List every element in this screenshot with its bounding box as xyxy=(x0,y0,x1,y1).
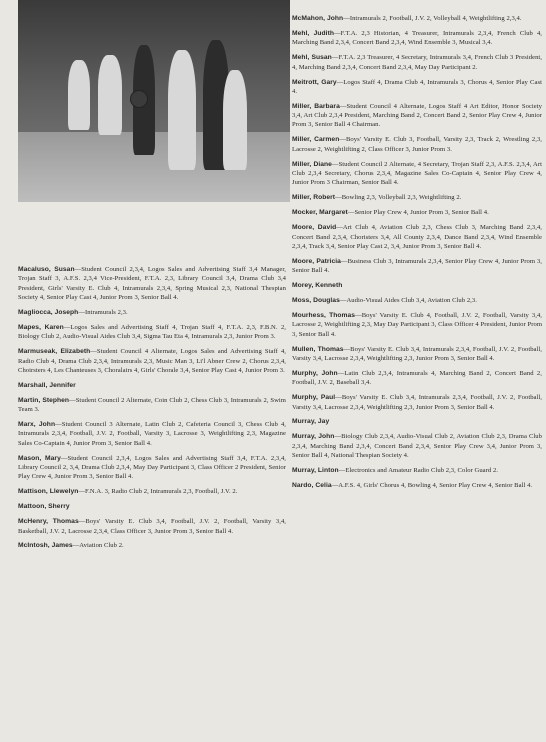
senior-entry xyxy=(292,481,542,490)
separator-dash: — xyxy=(69,396,76,404)
senior-name: Mehl, Judith xyxy=(292,29,334,37)
senior-name: Murphy, Paul xyxy=(292,394,336,402)
senior-entry xyxy=(292,102,542,130)
senior-activities: Boys' Varsity E. Club 3, Football, Varsity 2,3, Track 2, Wrestling 2,3, Lacrosse 2, Weightlifting 2, Class Officer 3, Junior Prom 3. xyxy=(292,136,542,153)
senior-activities: F.N.A. 3, Radio Club 2, Intramurals 2,3, Football, J.V. 2. xyxy=(85,488,238,496)
separator-dash: — xyxy=(339,136,346,144)
senior-entry xyxy=(292,78,542,97)
senior-entry xyxy=(292,393,542,412)
separator-dash: — xyxy=(78,518,86,526)
senior-activities: Intramurals 2,3. xyxy=(84,308,128,316)
separator-dash: — xyxy=(331,54,339,62)
player-figure xyxy=(223,70,247,170)
senior-activities: Business Club 3, Intramurals 2,3,4, Senior Play Crew 4, Junior Prom 3, Senior Ball 4. xyxy=(292,257,542,275)
senior-activities: Student Council 4 Alternate, Logos Sales and Advertising Staff 4, Radio Club 4, Drama Club 2,3,4, Intramurals 2,3, Music Man 3, Li'l Abner Crew 2, Chorus 2,3,4, Choirsters 4, Les Chanteuses 3, Choralairs 4, Girls' Chorale 3,4, Senior Play Cast 4, Junior Prom 3. xyxy=(18,348,286,374)
senior-entry xyxy=(292,208,542,217)
separator-dash: — xyxy=(339,297,347,305)
separator-dash: — xyxy=(63,323,71,331)
senior-entry xyxy=(18,347,286,375)
separator-dash: — xyxy=(339,102,347,110)
senior-name: Marshall, Jennifer xyxy=(18,381,76,389)
separator-dash: — xyxy=(347,209,355,217)
senior-name: Meitrott, Gary xyxy=(292,78,337,86)
senior-name: Moore, David xyxy=(292,224,337,232)
senior-activities: Biology Club 2,3,4, Audio-Visual Club 2, Aviation Club 2,3, Drama Club 2,3,4, Marching Band 2,3,4, Concert Band 2,3,4, Senior Play Crew 3,4, Junior Prom 3, Senior Ball 4, National Thespian Society 4. xyxy=(292,433,542,460)
senior-activities: Bowling 2,3, Volleyball 2,3, Weightlifting 2. xyxy=(341,194,462,202)
senior-activities: Electronics and Amateur Radio Club 2,3, Color Guard 2. xyxy=(345,467,498,474)
separator-dash: — xyxy=(74,266,82,273)
senior-activities: Student Council 4 Alternate, Logos Staff 4 Art Editor, Honor Society 3,4, Art Club 2,3,4 President, Marching Band 2, Concert Band 2, Senior Play Crew 4, Junior Prom 3, Senior Ball 4 Chairman. xyxy=(292,102,543,129)
separator-dash: — xyxy=(335,394,342,402)
senior-name: Martin, Stephen xyxy=(18,396,70,404)
senior-entry xyxy=(18,265,286,302)
senior-activities: Student Council 2,3,4, Logos Sales and Advertising Staff 3,4, F.T.A. 2,3,4, Library Council 2, 3,4, Drama Club 2,3,4, May Day Participant 3, Class Officer 2 President, Senior Play Crew 4, Junior Prom 3, Senior Ball 4. xyxy=(18,454,286,481)
senior-name: Murray, John xyxy=(292,433,335,441)
senior-name: Mason, Mary xyxy=(18,454,61,462)
left-column xyxy=(18,265,286,556)
basketball xyxy=(130,90,148,108)
senior-activities: Senior Play Crew 4, Junior Prom 3, Senior Ball 4. xyxy=(354,209,489,217)
senior-activities: F.T.A. 2,3 Treasurer, 4 Secretary, Intramurals 3,4, French Club 3 President, 4, Marching Band 2,3,4, Concert Band 2,3,4, May Day Participant 2. xyxy=(292,54,542,71)
senior-name: McIntosh, James xyxy=(18,542,73,550)
separator-dash: — xyxy=(90,348,97,356)
senior-name: Miller, Carmen xyxy=(292,136,340,144)
senior-entry xyxy=(292,345,542,364)
senior-entry xyxy=(292,281,542,290)
senior-name: Mattoon, Sherry xyxy=(18,503,70,511)
senior-entry xyxy=(292,29,542,48)
senior-name: Mocker, Margaret xyxy=(292,209,348,217)
senior-entry xyxy=(292,257,542,276)
senior-name: Miller, Robert xyxy=(292,194,336,202)
senior-name: Mapes, Karen xyxy=(18,323,64,331)
senior-entry xyxy=(292,466,542,475)
separator-dash: — xyxy=(72,542,80,550)
senior-name: Mattison, Llewelyn xyxy=(18,488,79,496)
senior-name: Miller, Barbara xyxy=(292,102,340,110)
senior-entry xyxy=(18,454,286,482)
senior-activities: Latin Club 2,3,4, Intramurals 4, Marching Band 2, Concert Band 2, Football, J.V. 2, Baseball 3,4. xyxy=(292,369,542,387)
senior-activities: Logos Sales and Advertising Staff 4, Trojan Staff 4, F.T.A. 2,3, F.B.N. 2, Biology Club 2, Audio-Visual Aides Club 3,4, Sigma Tau Eta 4, Intramurals 2,3, Junior Prom 3. xyxy=(18,323,286,341)
senior-activities: Student Council 2,3,4, Logos Sales and Advertising Staff 3,4 Manager, Trojan Staff 3, A.F.S. 2,3,4 Vice-President, F.T.A. 2,3, Library Council 3,4, Drama Club 3,4 President, Girls' Varsity E. Club 4, Intramurals 2,3,4, Spring Musical 2,3, National Thespian Society 4, Senior Play Cast 4, Junior Prom 3, Senior Ball 4. xyxy=(18,266,286,302)
senior-entry xyxy=(18,308,286,317)
senior-name: Moss, Douglas xyxy=(292,297,340,305)
senior-entry xyxy=(18,396,286,415)
separator-dash: — xyxy=(335,194,342,202)
separator-dash: — xyxy=(340,257,348,265)
separator-dash: — xyxy=(60,454,68,462)
senior-entry xyxy=(292,14,542,23)
senior-name: Nardo, Celia xyxy=(292,481,332,489)
senior-activities: Student Council 2 Alternate, Coin Club 2, Chess Club 3, Intramurals 2, Swim Team 3. xyxy=(18,396,286,414)
player-figure xyxy=(68,60,90,130)
senior-entry xyxy=(292,417,542,426)
basketball-photo xyxy=(18,0,290,202)
separator-dash: — xyxy=(78,308,85,316)
senior-activities: A.F.S. 4, Girls' Chorus 4, Bowling 4, Senior Play Crew 4, Senior Ball 4. xyxy=(338,481,533,489)
senior-activities: Art Club 4, Aviation Club 2,3, Chess Club 3, Marching Band 2,3,4, Concert Band 2,3,4, Choristers 3,4, All County 2,3,4, Dance Band 2,3,4, Wind Ensemble 2,3,4, Track 3,4, Senior Play Cast 2, 3,4, Junior Prom 3, Senior Ball 4. xyxy=(292,224,542,250)
player-figure xyxy=(168,50,196,170)
senior-entry xyxy=(292,193,542,202)
player-figure xyxy=(98,55,122,135)
senior-name: Murray, Jay xyxy=(292,418,330,426)
senior-entry xyxy=(292,53,542,72)
senior-name: Macaluso, Susan xyxy=(18,266,75,273)
senior-name: Moore, Patricia xyxy=(292,257,341,265)
senior-name: Mehl, Susan xyxy=(292,54,332,62)
senior-name: Marx, John xyxy=(18,421,56,429)
senior-activities: F.T.A. 2,3 Historian, 4 Treasurer, Intramurals 2,3,4, French Club 4, Marching Band 2,3,4, Concert Band 2,3,4, Wind Ensemble 3, Musical 3,4. xyxy=(292,29,543,47)
separator-dash: — xyxy=(334,29,341,37)
separator-dash: — xyxy=(55,421,62,429)
senior-activities: Boys' Varsity E. Club 3,4, Football, J.V. 2, Football, Varsity 3,4, Basketball, J.V. 2, Lacrosse 2,3,4, Class Officer 3, Junior Prom 3, Senior Ball 4. xyxy=(18,518,286,535)
separator-dash: — xyxy=(78,488,86,496)
senior-activities: Student Council 2 Alternate, 4 Secretary, Trojan Staff 2,3, A.F.S. 2,3,4, Art Club 2,3,4 Secretary, Chorus 2,3,4, Magazine Sales Co-Captain 4, Senior Play Crew 4, Junior Prom 3 Chairman, Senior Ball 4. xyxy=(292,160,542,187)
separator-dash: — xyxy=(355,311,362,319)
separator-dash: — xyxy=(337,369,345,377)
senior-name: Murray, Linton xyxy=(292,467,339,474)
senior-name: Mourhess, Thomas xyxy=(292,311,356,319)
senior-activities: Logos Staff 4, Drama Club 4, Intramurals 3, Chorus 4, Senior Play Cast 4. xyxy=(292,78,542,95)
senior-entry xyxy=(18,502,286,511)
senior-entry xyxy=(18,381,286,390)
right-column xyxy=(292,14,542,496)
senior-activities: Student Council 3 Alternate, Latin Club 2, Cafeteria Council 3, Chess Club 4, Intramurals 2,3,4, Football, J.V. 2, Football, Varsity 3, Lacrosse 3, Weightlifting 2,3, Magazine Sales Co-Captain 4, Junior Prom 3, Senior Ball 4. xyxy=(18,421,286,447)
separator-dash: — xyxy=(343,345,351,353)
senior-activities: Aviation Club 2. xyxy=(79,542,124,550)
senior-activities: Audio-Visual Aides Club 3,4, Aviation Club 2,3. xyxy=(346,297,477,305)
senior-name: Morey, Kenneth xyxy=(292,282,343,290)
senior-name: McHenry, Thomas xyxy=(18,518,79,526)
senior-entry xyxy=(18,541,286,550)
separator-dash: — xyxy=(336,78,344,86)
separator-dash: — xyxy=(331,160,339,168)
senior-activities: Intramurals 2, Football, J.V. 2, Volleyball 4, Weightlifting 2,3,4. xyxy=(349,15,522,22)
senior-entry xyxy=(18,323,286,342)
senior-name: Magliocca, Joseph xyxy=(18,308,79,316)
senior-name: Marmuseak, Elizabeth xyxy=(18,348,91,356)
separator-dash: — xyxy=(343,15,350,22)
senior-entry xyxy=(292,296,542,305)
senior-name: Murphy, John xyxy=(292,369,338,377)
senior-entry xyxy=(292,432,542,460)
senior-name: Miller, Diane xyxy=(292,160,332,168)
separator-dash: — xyxy=(338,467,346,474)
senior-activities: Boys' Varsity E. Club 3,4, Intramurals 2,3,4, Football, J.V. 2, Football, Varsity 3,4, Lacrosse 2,3,4, Weightlifting 2,3, Junior Prom 3, Senior Ball 4. xyxy=(292,394,542,411)
senior-entry xyxy=(18,420,286,448)
senior-entry xyxy=(292,223,542,251)
senior-entry xyxy=(18,487,286,496)
senior-activities: Boys' Varsity E. Club 4, Football, J.V. 2, Football, Varsity 3,4, Lacrosse 2, Weightlifting 2,3, May Day Participant 3, Class Officer 4 President, Junior Prom 3, Senior Ball 4. xyxy=(292,311,542,338)
senior-entry xyxy=(292,135,542,154)
senior-name: Mullen, Thomas xyxy=(292,345,344,353)
separator-dash: — xyxy=(336,224,343,232)
senior-name: McMahon, John xyxy=(292,15,344,22)
separator-dash: — xyxy=(334,433,342,441)
senior-entry xyxy=(292,369,542,388)
separator-dash: — xyxy=(331,481,339,489)
senior-entry xyxy=(292,160,542,188)
senior-entry xyxy=(18,517,286,536)
senior-entry xyxy=(292,311,542,339)
senior-activities: Boys' Varsity E. Club 3,4, Intramurals 2,3,4, Football, J.V. 2, Football, Varsity 3,4, Lacrosse 2,3,4, Weightlifting 2,3, Junior Prom 3, Senior Ball 4. xyxy=(292,345,542,362)
